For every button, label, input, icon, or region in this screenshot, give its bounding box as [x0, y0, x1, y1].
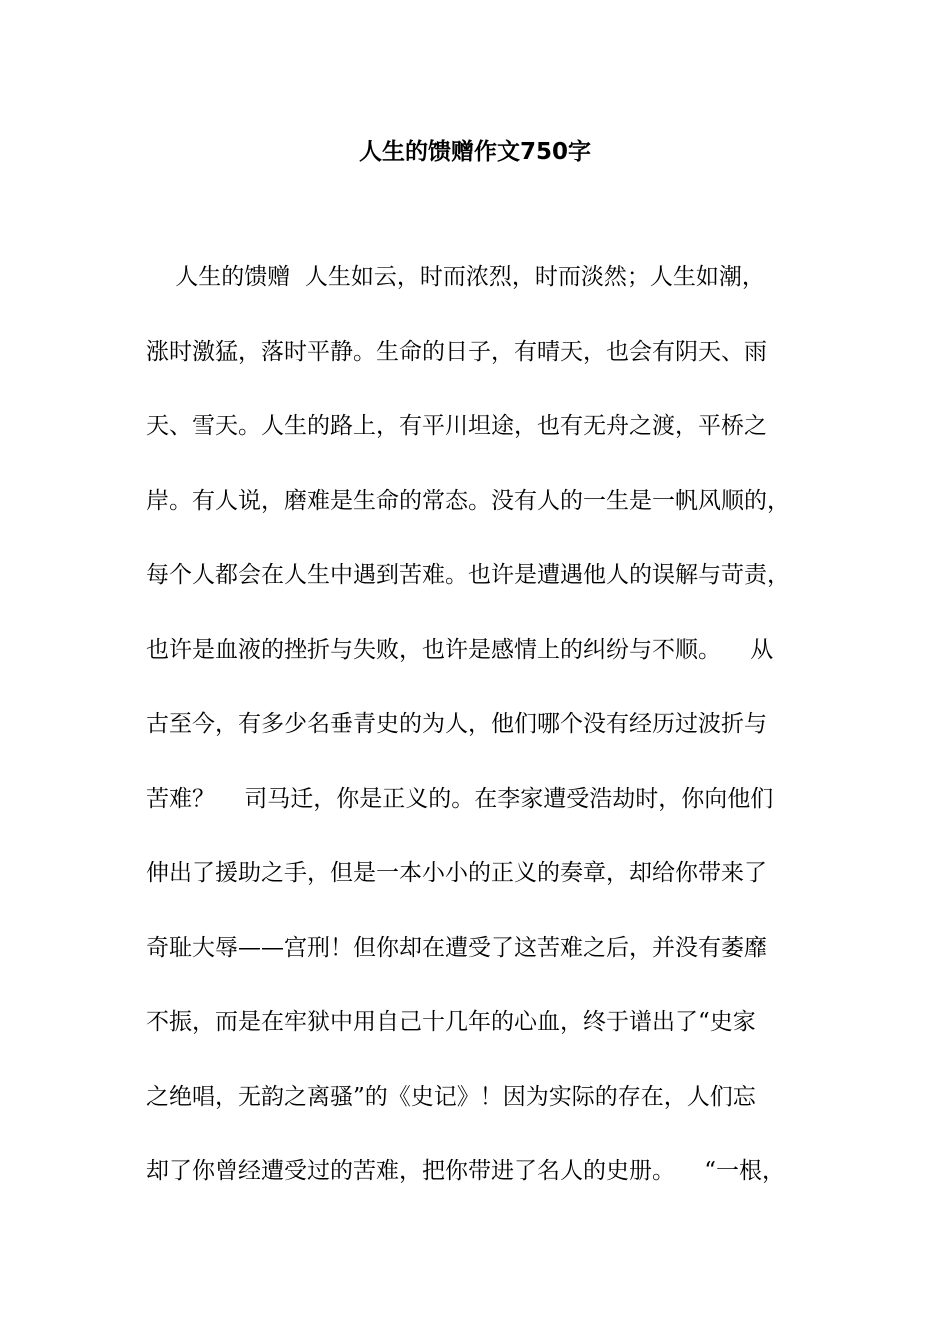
paragraph-line: 也许是血液的挫折与失败，也许是感情上的纠纷与不顺。 从 [146, 637, 774, 663]
paragraph-line: 天、雪天。人生的路上，有平川坦途，也有无舟之渡，平桥之 [146, 413, 767, 439]
paragraph-line: 涨时激猛，落时平静。生命的日子，有晴天，也会有阴天、雨 [146, 339, 767, 365]
paragraph-line: 每个人都会在人生中遇到苦难。也许是遭遇他人的误解与苛责， [146, 562, 790, 588]
document-title: 人生的馈赠作文750字 [358, 139, 591, 165]
paragraph-line: 岸。有人说，磨难是生命的常态。没有人的一生是一帆风顺的， [146, 488, 790, 514]
paragraph-line: 不振，而是在牢狱中用自己十几年的心血，终于谱出了“史家 [146, 1009, 756, 1035]
paragraph-line: 却了你曾经遭受过的苦难，把你带进了名人的史册。 “一根， [146, 1158, 786, 1184]
paragraph-line: 古至今，有多少名垂青史的为人，他们哪个没有经历过波折与 [146, 711, 767, 737]
paragraph-line: 伸出了援助之手，但是一本小小的正义的奏章，却给你带来了 [146, 860, 767, 886]
paragraph-line: 之绝唱，无韵之离骚”的《史记》！因为实际的存在，人们忘 [146, 1084, 756, 1110]
paragraph-line: 苦难？ 司马迁，你是正义的。在李家遭受浩劫时，你向他们 [146, 786, 774, 812]
paragraph-line: 人生的馈赠 人生如云，时而浓烈，时而淡然；人生如潮， [146, 264, 765, 290]
paragraph-line: 奇耻大辱——宫刑！但你却在遭受了这苦难之后，并没有萎靡 [146, 935, 767, 961]
